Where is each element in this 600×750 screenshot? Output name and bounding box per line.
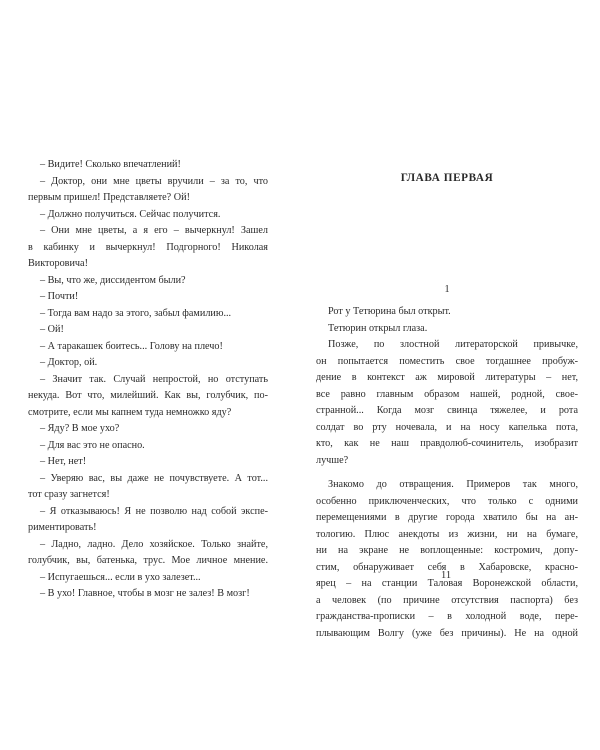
text-line: Рот у Тетюрина был открыт.	[328, 306, 451, 317]
text-line: дение в контекст аж мировой литературы – нет,	[316, 372, 578, 383]
text-line: некуда. Вот что, милейший. Как вы, голубчик, по-	[28, 390, 268, 401]
text-line: – Они мне цветы, а я его – вычеркнул! Зашел	[40, 225, 268, 236]
text-line: он попытается поместить свое тогдашнее пробуж-	[316, 355, 578, 367]
text-line: особенно приключенческих, что только с одними	[316, 495, 578, 507]
text-line: лучше?	[316, 454, 349, 466]
text-line: – Ладно, ладно. Дело хозяйское. Только знайте,	[40, 538, 268, 550]
text-line: первым пришел! Представляете? Ой!	[28, 192, 190, 203]
chapter-title: ГЛАВА ПЕРВАЯ	[400, 172, 494, 184]
text-line: – Значит так. Случай непростой, но отступать	[40, 373, 268, 385]
text-line: тологию. Плюс анекдоты из жизни, ни на бумаге,	[316, 528, 578, 540]
text-line: стим, обнаруживает себя в Хабаровске, красно-	[316, 561, 578, 573]
text-line: – Яду? В мое ухо?	[40, 423, 120, 434]
left-page	[28, 157, 268, 603]
text-line: – Вы, что же, диссидентом были?	[40, 274, 186, 286]
text-line: странной... Когда мозг свинца тяжелее, и рота	[316, 405, 578, 416]
text-line: солдат во рту ночевала, и на носу капелька пота,	[316, 421, 578, 433]
text-line: голубчик, вы, батенька, трус. Мое личное мнение.	[28, 555, 268, 566]
text-line: гражданства-прописки – в холодной воде, пере-	[316, 611, 578, 622]
text-line: – Испугаешься... если в ухо залезет...	[40, 571, 201, 583]
section-number: 1	[444, 284, 450, 295]
text-line: – Почти!	[40, 291, 79, 302]
text-line: – Для вас это не опасно.	[40, 439, 145, 451]
text-line: – В ухо! Главное, чтобы в мозг не залез! В мозг!	[40, 588, 250, 599]
text-line: – Доктор, они мне цветы вручили – за то, что	[40, 175, 268, 187]
text-line: все равно главным образом нашей, родной, свое-	[316, 388, 578, 400]
text-line: – Ой!	[40, 324, 64, 335]
page-number: 11	[441, 570, 452, 581]
text-line: ни на экране не воплощенные: костромич, допу-	[316, 545, 578, 556]
text-line: – Нет, нет!	[40, 456, 87, 467]
text-line: – А таракашек боитесь... Голову на плечо!	[40, 340, 223, 352]
text-line: кто, как не наш правдолюб-сочинитель, изобразит	[316, 438, 578, 449]
text-line: тот сразу загнется!	[28, 489, 110, 500]
text-line: – Должно получиться. Сейчас получится.	[40, 208, 221, 220]
text-line: смотрите, если мы капнем туда немножко яду?	[28, 406, 232, 418]
text-line: Тетюрин открыл глаза.	[328, 322, 428, 334]
text-line: – Тогда вам надо за этого, забыл фамилию...	[40, 307, 232, 319]
text-line: риментировать!	[28, 522, 97, 533]
text-line: Викторовича!	[28, 258, 88, 269]
text-line: Знакомо до отвращения. Примеров так много,	[328, 479, 578, 490]
text-line: Позже, по злостной литераторской привычке,	[328, 339, 578, 350]
text-line: – Я отказываюсь! Я не позволю над собой экспе-	[40, 505, 268, 517]
text-line: ярец – на станции Таловая Воронежской области,	[316, 578, 578, 589]
text-line: а человек (по причине отсутствия паспорта) без	[316, 594, 578, 606]
text-line: – Уверяю вас, вы даже не почувствуете. А тот...	[40, 472, 268, 484]
text-line: – Видите! Сколько впечатлений!	[40, 159, 181, 170]
text-line: плывающим Волгу (уже без причины). Не на одной	[316, 627, 578, 639]
text-line: в кабинку и вычеркнул! Подгорного! Николая	[28, 241, 268, 253]
text-line: перемещениями в другие города хватило бы на ан-	[316, 512, 578, 523]
text-line: – Доктор, ой.	[40, 357, 98, 368]
